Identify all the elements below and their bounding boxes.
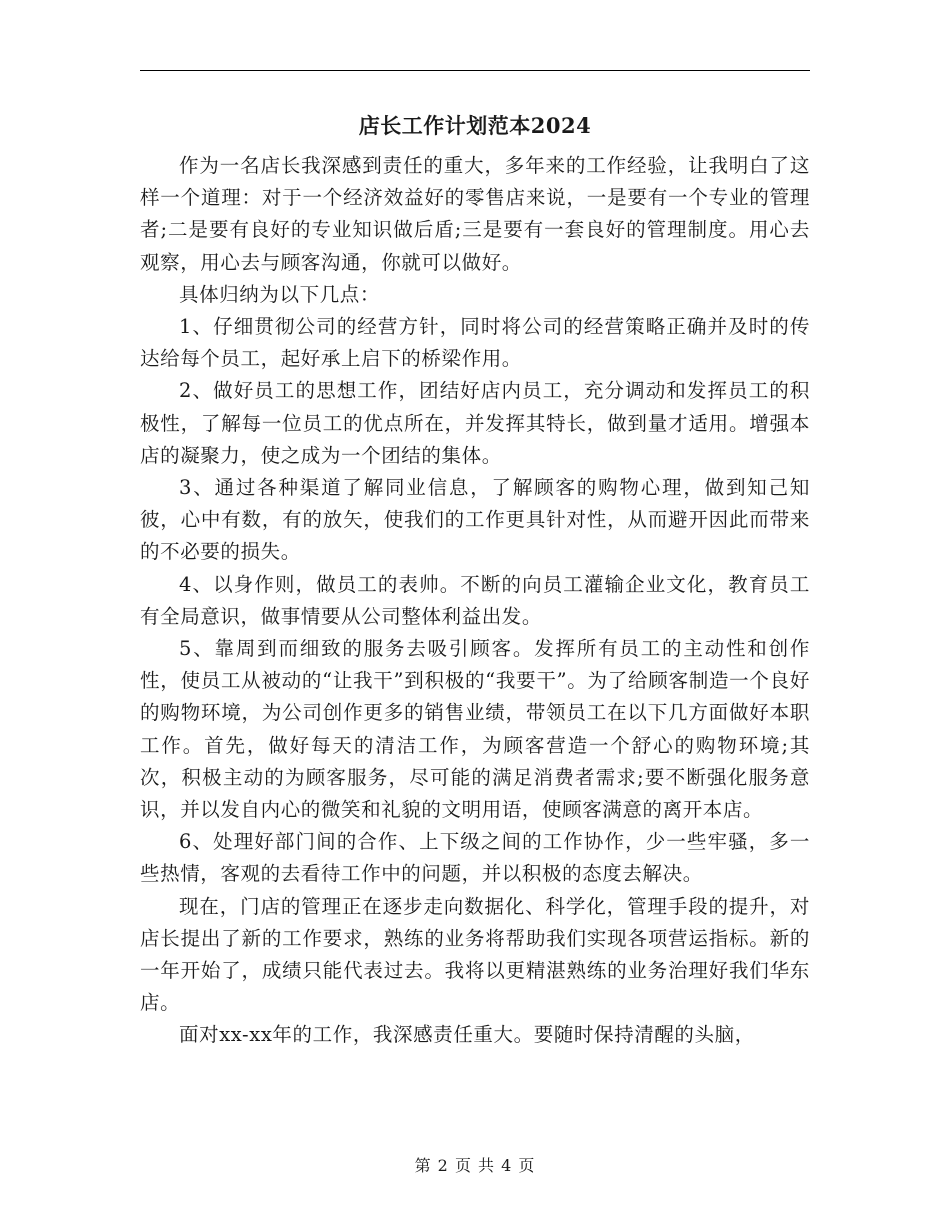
document-title: 店长工作计划范本2024 <box>358 113 592 138</box>
paragraph-outlook: 面对xx-xx年的工作，我深感责任重大。要随时保持清醒的头脑， <box>179 1023 755 1047</box>
paragraph-current-status: 现在，门店的管理正在逐步走向数据化、科学化，管理手段的提升，对店长提出了新的工作要求，熟练的业务将帮助我们实现各项营运指标。新的一年开始了，成绩只能代表过去。我将以更精湛熟练的业务治理好我们华东店。 <box>140 894 810 1015</box>
page-number-footer: 第 2 页 共 4 页 <box>414 1156 536 1175</box>
paragraph-point-2: 2、做好员工的思想工作，团结好店内员工，充分调动和发挥员工的积极性，了解每一位员工的优点所在，并发挥其特长，做到量才适用。增强本店的凝聚力，使之成为一个团结的集体。 <box>140 379 810 467</box>
paragraph-point-1: 1、仔细贯彻公司的经营方针，同时将公司的经营策略正确并及时的传达给每个员工，起好承上启下的桥梁作用。 <box>140 315 810 371</box>
paragraph-summary-heading: 具体归纳为以下几点： <box>179 282 381 306</box>
paragraph-point-6: 6、处理好部门间的合作、上下级之间的工作协作，少一些牢骚，多一些热情，客观的去看待工作中的问题，并以积极的态度去解决。 <box>140 830 810 886</box>
paragraph-point-3: 3、通过各种渠道了解同业信息，了解顾客的购物心理，做到知己知彼，心中有数，有的放矢，使我们的工作更具针对性，从而避开因此而带来的不必要的损失。 <box>140 476 810 564</box>
paragraph-point-5: 5、靠周到而细致的服务去吸引顾客。发挥所有员工的主动性和创作性，使员工从被动的“让我干”到积极的“我要干”。为了给顾客制造一个良好的购物环境，为公司创作更多的销售业绩，带领员工在以下几方面做好本职工作。首先，做好每天的清洁工作，为顾客营造一个舒心的购物环境;其次，积极主动的为顾客服务，尽可能的满足消费者需求;要不断强化服务意识，并以发自内心的微笑和礼貌的文明用语，使顾客满意的离开本店。 <box>140 637 810 822</box>
paragraph-point-4: 4、以身作则，做员工的表帅。不断的向员工灌输企业文化，教育员工有全局意识，做事情要从公司整体利益出发。 <box>140 572 810 628</box>
header-rule <box>140 70 810 71</box>
document-body <box>140 150 810 1052</box>
paragraph-intro: 作为一名店长我深感到责任的重大，多年来的工作经验，让我明白了这样一个道理：对于一个经济效益好的零售店来说，一是要有一个专业的管理者;二是要有良好的专业知识做后盾;三是要有一套良好的管理制度。用心去观察，用心去与顾客沟通，你就可以做好。 <box>140 154 810 274</box>
